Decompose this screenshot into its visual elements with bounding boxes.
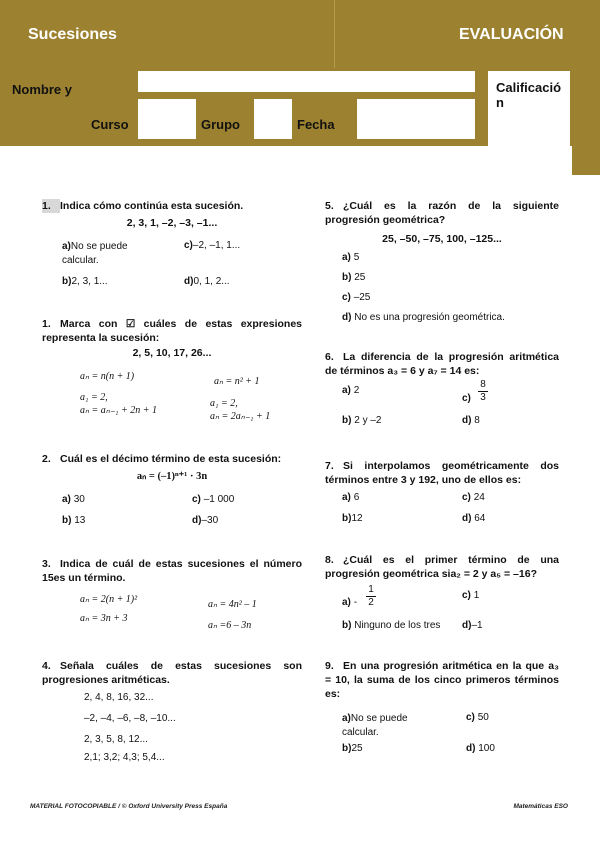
q3-option-b[interactable]: b) 13 [62,515,86,526]
question-9 [325,553,559,581]
question-text: ¿Cuál es el primer término de una progresión geométrica sia₂ = 2 y a₅ = –16? [325,554,559,580]
q6-option-b[interactable]: b) 25 [342,272,366,283]
question-text: Marca con ☑ cuáles de estas expresiones representa la sucesión: [42,318,302,344]
date-label: Fecha [297,117,335,132]
sequence-3[interactable]: 2, 3, 5, 8, 12... [84,734,148,745]
group-label: Grupo [201,117,240,132]
course-label: Curso [91,117,129,132]
name-label: Nombre y [12,82,72,97]
question-number: 2. [42,453,51,465]
q6-option-c[interactable]: c) –25 [342,292,371,303]
question-text: ¿Cuál es la razón de la siguiente progresión geométrica? [325,200,559,226]
question-4 [42,557,302,585]
grade-label: Calificación [496,80,562,110]
q7-option-d[interactable]: d) 8 [462,415,480,426]
question-text: En una progresión aritmética en la que a₃ = 10, la suma de los cinco primeros términos es: [325,660,559,700]
q1-option-c[interactable]: c)–2, –1, 1... [184,240,241,251]
q9-option-a[interactable]: a) - [342,597,358,608]
question-text: Si interpolamos geométricamente dos términos entre 3 y 192, uno de ellos es: [325,460,559,486]
fraction: 1 2 [366,584,376,609]
q10-option-b[interactable]: b)25 [342,743,363,754]
q3-option-c[interactable]: c) –1 000 [192,494,235,505]
expression-2[interactable]: aₙ = 4n² – 1 [208,599,257,610]
sequence: 25, –50, –75, 100, –125... [382,233,502,245]
question-6 [325,199,559,246]
q1-option-d[interactable]: d)0, 1, 2... [184,276,230,287]
q9-option-c[interactable]: c) 1 [462,590,480,601]
q3-option-d[interactable]: d)–30 [192,515,219,526]
sequence-1[interactable]: 2, 4, 8, 16, 32... [84,692,154,703]
q9-option-d[interactable]: d)–1 [462,620,483,631]
date-field[interactable] [357,99,475,139]
expression-3[interactable]: aₙ = 3n + 3 [80,613,128,624]
expression-3b[interactable]: aₙ = aₙ₋₁ + 2n + 1 [80,405,157,416]
q7-option-b[interactable]: b) 2 y –2 [342,415,382,426]
expression-4[interactable]: aₙ =6 – 3n [208,620,252,631]
expression-3a[interactable]: a₁ = 2, [80,392,108,403]
course-field[interactable] [138,99,196,139]
fraction: 8 3 [478,379,488,404]
question-number: 7. [325,460,334,472]
question-text: Señala cuáles de estas sucesiones son progresiones aritméticas. [42,660,302,686]
question-number: 8. [325,554,334,566]
question-number: 6. [325,351,334,363]
question-number: 3. [42,558,51,570]
q8-option-b[interactable]: b)12 [342,513,363,524]
question-text: Cuál es el décimo término de esta sucesión: [60,453,282,465]
question-2 [42,317,302,360]
expression-1[interactable]: aₙ = 2(n + 1)² [80,594,138,605]
evaluation-title: EVALUACIÓN [459,26,564,43]
header-divider [334,0,335,68]
sequence-2[interactable]: –2, –4, –6, –8, –10... [84,713,176,724]
sequence-4[interactable]: 2,1; 3,2; 4,3; 5,4... [84,752,165,763]
question-3 [42,452,302,484]
q7-option-a[interactable]: a) 2 [342,385,360,396]
question-text: Indica de cuál de estas sucesiones el número 15es un término. [42,558,302,584]
sequence: 2, 3, 1, –2, –3, –1... [126,217,218,229]
footer-copyright: MATERIAL FOTOCOPIABLE / © Oxford University Press España [30,803,228,810]
question-number: 4. [42,660,51,672]
page-title: Sucesiones [28,26,117,43]
q8-option-d[interactable]: d) 64 [462,513,486,524]
question-number: 1. [42,199,60,213]
name-field[interactable] [138,71,475,92]
header-side-band [572,68,600,175]
q1-option-b[interactable]: b)2, 3, 1... [62,276,108,287]
question-number: 9. [325,660,334,672]
q10-option-a[interactable]: a)No se puede calcular. [342,713,408,738]
question-5 [42,659,302,687]
header [0,0,600,175]
question-text: Indica cómo continúa esta sucesión. [60,200,244,212]
question-7 [325,350,559,378]
expression-4a[interactable]: a₁ = 2, [210,398,238,409]
q3-option-a[interactable]: a) 30 [62,494,85,505]
q7-option-c[interactable]: c) [462,393,471,404]
group-field[interactable] [254,99,292,139]
q10-option-d[interactable]: d) 100 [466,743,495,754]
expression-2[interactable]: aₙ = n² + 1 [214,376,260,387]
question-10 [325,659,559,701]
q6-option-d[interactable]: d) No es una progresión geométrica. [342,312,505,323]
q10-option-c[interactable]: c) 50 [466,712,489,723]
q1-option-a[interactable]: a)No se puede calcular. [62,241,128,266]
q6-option-a[interactable]: a) 5 [342,252,360,263]
expression-1[interactable]: aₙ = n(n + 1) [80,371,135,382]
formula: aₙ = (–1)ⁿ⁺¹ · 3n [136,471,208,482]
expression-4b[interactable]: aₙ = 2aₙ₋₁ + 1 [210,411,271,422]
question-number: 5. [325,200,334,212]
grade-box[interactable] [488,71,570,173]
question-8 [325,459,559,487]
question-number: 1. [42,318,51,330]
question-1 [42,199,302,230]
q8-option-c[interactable]: c) 24 [462,492,485,503]
sequence: 2, 5, 10, 17, 26... [132,347,212,359]
footer-subject: Matemáticas ESO [513,803,568,810]
q8-option-a[interactable]: a) 6 [342,492,360,503]
question-text: La diferencia de la progresión aritmética de términos a₃ = 6 y a₇ = 14 es: [325,351,559,377]
q9-option-b[interactable]: b) Ninguno de los tres [342,620,441,631]
